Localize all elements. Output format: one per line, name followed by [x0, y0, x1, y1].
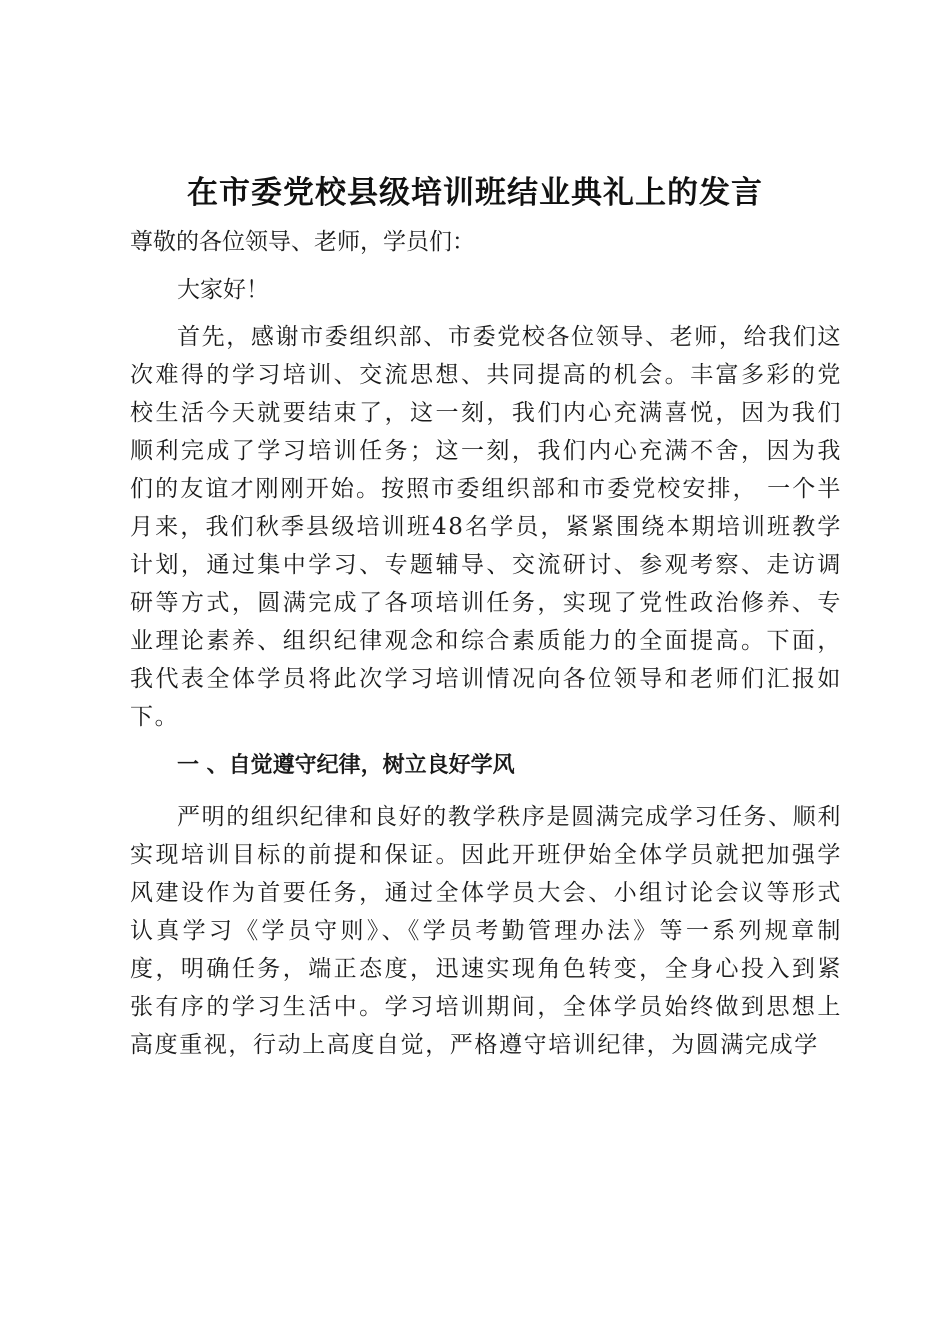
paragraph-discipline: 严明的组织纪律和良好的教学秩序是圆满完成学习任务、顺利实现培训目标的前提和保证。因此开班伊始全体学员就把加强学风建设作为首要任务，通过全体学员大会、小组讨论会议等形式认真学习《学员守则》、《学员考勤管理办法》等一系列规章制度，明确任务，端正态度，迅速实现角色转变，全身心投入到紧张有序的学习生活中。学习培训期间，全体学员始终做到思想上高度重视，行动上高度自觉，严格遵守培训纪律，为圆满完成学	[130, 804, 842, 1058]
document-body	[130, 223, 842, 1064]
section-heading-1: 一 、自觉遵守纪律，树立良好学风	[177, 753, 515, 778]
greeting: 大家好！	[177, 277, 269, 303]
document-title: 在市委党校县级培训班结业典礼上的发言	[187, 175, 763, 211]
paragraph-intro: 首先，感谢市委组织部、市委党校各位领导、老师，给我们这次难得的学习培训、交流思想、共同提高的机会。丰富多彩的党校生活今天就要结束了，这一刻，我们内心充满喜悦，因为我们顺利完成了学习培训任务；这一刻，我们内心充满不舍，因为我们的友谊才刚刚开始。按照市委组织部和市委党校安排， 一个半月来，我们秋季县级培训班48名学员，紧紧围绕本期培训班教学计划，通过集中学习、专题辅导、交流研讨、参观考察、走访调研等方式，圆满完成了各项培训任务，实现了党性政治修养、专业理论素养、组织纪律观念和综合素质能力的全面提高。下面，我代表全体学员将此次学习培训情况向各位领导和老师们汇报如下。	[130, 324, 842, 730]
salutation: 尊敬的各位领导、老师，学员们：	[130, 229, 475, 255]
